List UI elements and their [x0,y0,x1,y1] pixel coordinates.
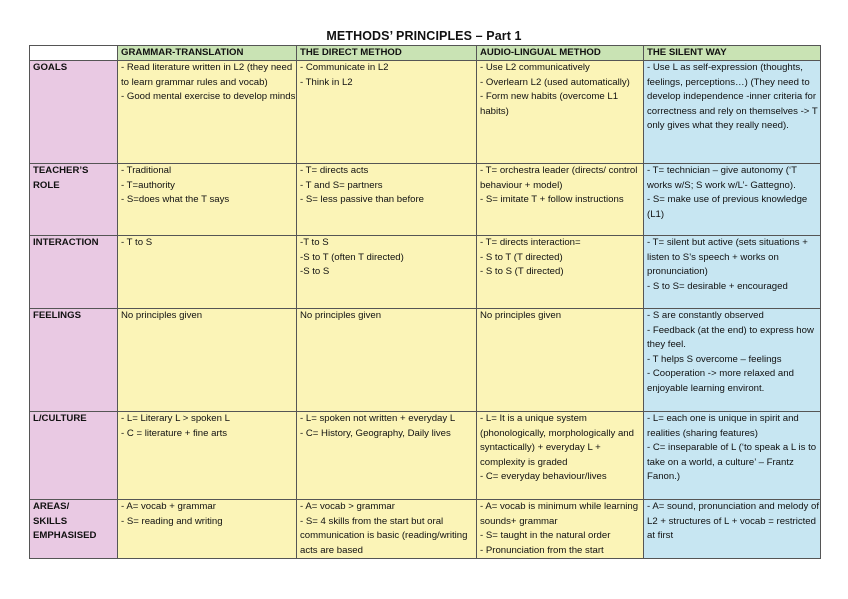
cell-line: - S= reading and writing [121,515,223,527]
cell-interaction-direct-method [297,236,477,309]
cell-line: - Feedback (at the end) to express how they feel. [647,324,814,351]
cell-goals-silent-way [644,61,821,164]
cell-interaction-grammar-translation [118,236,297,309]
row-header-teachers-role [30,164,118,236]
row-header-line: ROLE [33,179,60,191]
cell-feelings-audio-lingual [477,309,644,412]
table-row [30,500,821,559]
methods-table [29,45,821,559]
cell-line: - Good mental exercise to develop minds [121,91,296,103]
table-row [30,61,821,164]
row-header-line: FEELINGS [33,310,81,321]
cell-line: - T= orchestra leader (directs/ control behaviour + model) [480,165,638,191]
cell-line: - A= vocab > grammar [300,501,395,512]
cell-line: - T= directs interaction= [480,237,581,248]
row-header-line: EMPHASISED [33,530,97,542]
row-header-line: INTERACTION [33,237,99,248]
table-row [30,164,821,236]
cell-line: - T= directs acts [300,165,369,176]
row-header-interaction [30,236,118,309]
cell-line: No principles given [480,310,562,321]
cell-line: - A= sound, pronunciation and melody of L2 + structures of L + vocab = restricted at first [647,501,820,542]
cell-feelings-direct-method [297,309,477,412]
cell-line: - S= imitate T + follow instructions [480,194,624,206]
row-header-goals [30,61,118,164]
cell-culture-silent-way [644,412,821,500]
cell-line: No principles given [121,310,203,321]
cell-line: - S= less passive than before [300,194,424,206]
table-row [30,309,821,412]
cell-line: - L= spoken not written + everyday L [300,413,456,424]
cell-line: - L= each one is unique in spirit and realities (sharing features) [647,413,799,439]
cell-line: - S= make use of previous knowledge (L1) [647,194,808,220]
cell-goals-audio-lingual [477,61,644,164]
column-header-audio-lingual: AUDIO-LINGUAL METHOD [477,46,644,61]
cell-line: - A= vocab + grammar [121,501,216,512]
cell-line: - L= It is a unique system (phonologically, morphologically and syntactically) + everyday L + complexity is graded [480,413,634,468]
cell-line: - Cooperation -> more relaxed and enjoyable learning environt. [647,368,794,394]
cell-areas-direct-method [297,500,477,559]
table-row [30,236,821,309]
cell-interaction-silent-way [644,236,821,309]
cell-line: -T to S [300,237,329,248]
page-title: METHODS’ PRINCIPLES – Part 1 [326,29,522,43]
cell-line: - C = literature + fine arts [121,427,228,439]
cell-role-grammar-translation [118,164,297,236]
cell-line: - T and S= partners [300,179,383,191]
cell-culture-grammar-translation [118,412,297,500]
cell-line: - C= everyday behaviour/lives [480,471,607,483]
cell-line: - Think in L2 [300,76,353,88]
cell-line: - T= technician – give autonomy (‘T works w/S; S work w/L’- Gattegno). [647,165,797,191]
cell-goals-direct-method [297,61,477,164]
cell-role-silent-way [644,164,821,236]
row-header-line: GOALS [33,62,68,73]
cell-line: - A= vocab is minimum while learning sounds+ grammar [480,501,639,527]
cell-role-direct-method [297,164,477,236]
cell-interaction-audio-lingual [477,236,644,309]
cell-line: - Form new habits (overcome L1 habits) [480,91,619,117]
cell-areas-silent-way [644,500,821,559]
cell-line: - C= inseparable of L (‘to speak a L is to take on a world, a culture’ – Frantz Fanon.) [647,442,817,483]
corner-cell [30,46,118,61]
row-header-line: TEACHER’S [33,165,89,176]
row-header-line: SKILLS [33,515,68,527]
row-header-l-culture [30,412,118,500]
row-header-areas-skills [30,500,118,559]
cell-line: - Use L as self-expression (thoughts, feelings, perceptions…) (They need to develop independence -inner criteria for correctness and rely on themselves -> T only gives what they really need). [647,62,818,132]
cell-feelings-grammar-translation [118,309,297,412]
column-header-silent-way: THE SILENT WAY [644,46,821,61]
cell-areas-audio-lingual [477,500,644,559]
cell-line: - S to T (T directed) [480,251,563,263]
row-header-line: L/CULTURE [33,413,87,424]
cell-line: - Use L2 communicatively [480,62,590,73]
cell-line: - T= silent but active (sets situations + listen to S’s speech + works on pronunciation) [647,237,808,278]
cell-line: - S to S (T directed) [480,266,564,278]
cell-line: -S to T (often T directed) [300,251,404,263]
table-row [30,412,821,500]
cell-culture-direct-method [297,412,477,500]
cell-line: No principles given [300,310,382,321]
cell-line: - S are constantly observed [647,310,764,321]
row-header-feelings [30,309,118,412]
cell-line: - S to S= desirable + encouraged [647,280,788,292]
cell-areas-grammar-translation [118,500,297,559]
cell-culture-audio-lingual [477,412,644,500]
cell-line: -S to S [300,266,330,278]
cell-line: - Traditional [121,165,172,176]
cell-line: - Communicate in L2 [300,62,389,73]
cell-line: - S= taught in the natural order [480,530,611,542]
column-header-direct-method: THE DIRECT METHOD [297,46,477,61]
cell-goals-grammar-translation [118,61,297,164]
cell-feelings-silent-way [644,309,821,412]
header-row [30,46,821,61]
cell-line: - T=authority [121,179,175,191]
column-header-grammar-translation: GRAMMAR-TRANSLATION [118,46,297,61]
cell-line: - C= History, Geography, Daily lives [300,427,451,439]
cell-line: - Pronunciation from the start [480,544,604,556]
cell-line: - Read literature written in L2 (they need to learn grammar rules and vocab) [121,62,293,88]
cell-line: - Overlearn L2 (used automatically) [480,76,630,88]
row-header-line: AREAS/ [33,501,70,512]
cell-line: - T to S [121,237,153,248]
cell-role-audio-lingual [477,164,644,236]
cell-line: - T helps S overcome – feelings [647,353,782,365]
cell-line: - L= Literary L > spoken L [121,413,230,424]
cell-line: - S=does what the T says [121,194,230,206]
cell-line: - S= 4 skills from the start but oral communication is basic (reading/writing acts are based [300,515,468,556]
